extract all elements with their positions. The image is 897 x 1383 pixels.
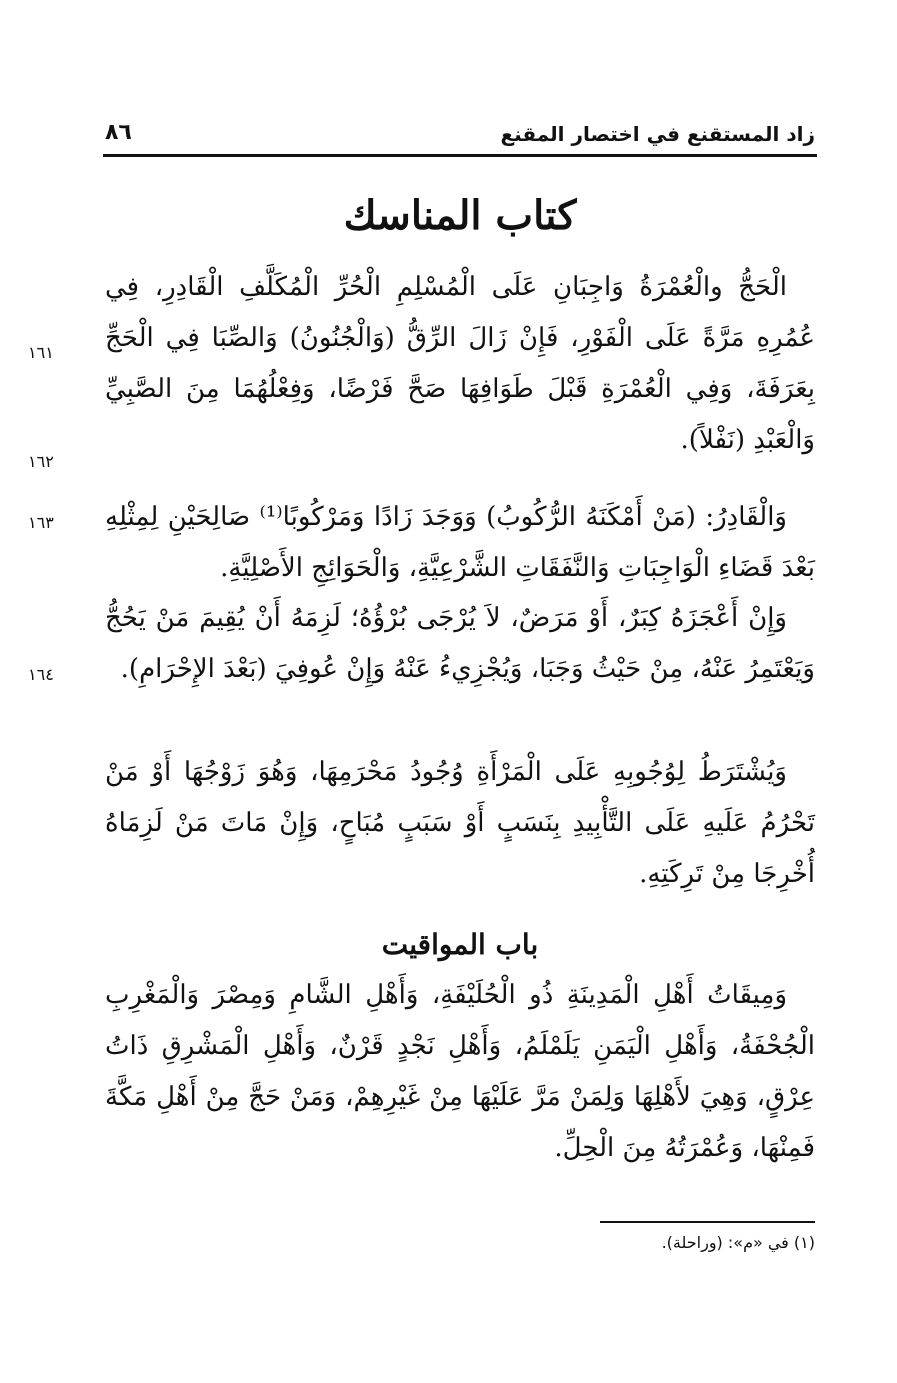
book-title: كتاب المناسك: [343, 192, 577, 239]
paragraph-capability: [105, 492, 815, 594]
margin-number: ١٦٣: [28, 513, 54, 532]
paragraph-text: وَمِيقَاتُ أَهْلِ الْمَدِينَةِ ذُو الْحُلَيْفَةِ، وَأَهْلِ الشَّامِ وَمِصْرَ وَالْمَغْرِبِ الْجُحْفَةُ، وَأَهْلِ الْيَمَنِ يَلَمْلَمُ، وَأَهْلِ نَجْدٍ قَرْنٌ، وَأَهْلِ الْمَشْرِقِ ذَاتُ عِرْقٍ، وَهِيَ لأَهْلِهَا وَلِمَنْ مَرَّ عَلَيْهَا مِنْ غَيْرِهِمْ، وَمَنْ حَجَّ مِنْ أَهْلِ مَكَّةَ فَمِنْهَا، وَعُمْرَتُهُ مِنَ الْحِلِّ.: [105, 980, 815, 1163]
footnote-divider: [600, 1221, 815, 1223]
paragraph-incapacity: [105, 593, 815, 695]
margin-number: ١٦٤: [28, 665, 54, 684]
running-header: [105, 118, 815, 158]
header-divider: [103, 154, 817, 157]
paragraph-miqat: [105, 970, 815, 1174]
paragraph-text: وَإِنْ أَعْجَزَهُ كِبَرٌ، أَوْ مَرَضٌ، لاَ يُرْجَى بُرْؤُهُ؛ لَزِمَهُ أَنْ يُقِيمَ مَنْ يَحُجُّ وَيَعْتَمِرُ عَنْهُ، مِنْ حَيْثُ وَجَبَا، وَيُجْزِيءُ عَنْهُ وَإِنْ عُوفِيَ (بَعْدَ الإِحْرَامِ).: [105, 603, 815, 684]
page-number: ٨٦: [105, 120, 132, 145]
chapter-title: باب المواقيت: [381, 928, 539, 961]
running-header-title: زاد المستقنع في اختصار المقنع: [500, 122, 815, 146]
margin-number: ١٦٢: [28, 452, 54, 471]
paragraph-text: الْحَجُّ والْعُمْرَةُ وَاجِبَانِ عَلَى الْمُسْلِمِ الْحُرِّ الْمُكَلَّفِ الْقَادِرِ، فِي عُمُرِهِ مَرَّةً عَلَى الْفَوْرِ، فَإِنْ زَالَ الرِّقُّ (وَالْجُنُونُ) وَالصِّبَا فِي الْحَجِّ بِعَرَفَةَ، وَفِي الْعُمْرَةِ قَبْلَ طَوَافِهَا صَحَّ فَرْضًا، وَفِعْلُهُمَا مِنَ الصَّبِيِّ وَالْعَبْدِ (نَفْلاً).: [105, 272, 815, 455]
margin-number: ١٦١: [28, 343, 54, 362]
footnote: (١) في «م»: (وراحلة).: [661, 1233, 815, 1252]
paragraph-text: وَيُشْتَرَطُ لِوُجُوبِهِ عَلَى الْمَرْأَةِ وُجُودُ مَحْرَمِهَا، وَهُوَ زَوْجُهَا أَوْ مَنْ تَحْرُمُ عَلَيهِ عَلَى التَّأْبِيدِ بِنَسَبٍ أَوْ سَبَبٍ مُبَاحٍ، وَإِنْ مَاتَ مَنْ لَزِمَاهُ أُخْرِجَا مِنْ تَرِكَتِهِ.: [105, 757, 815, 889]
paragraph-mahram: [105, 747, 815, 900]
paragraph-text: وَالْقَادِرُ: (مَنْ أَمْكَنَهُ الرُّكُوبُ) وَوَجَدَ زَادًا وَمَرْكُوبًا⁽¹⁾ صَالِحَيْنِ لِمِثْلِهِ بَعْدَ قَضَاءِ الْوَاجِبَاتِ وَالنَّفَقَاتِ الشَّرْعِيَّةِ، وَالْحَوَائِجِ الأَصْلِيَّةِ.: [105, 502, 815, 583]
paragraph-hajj-obligation: [105, 262, 815, 466]
